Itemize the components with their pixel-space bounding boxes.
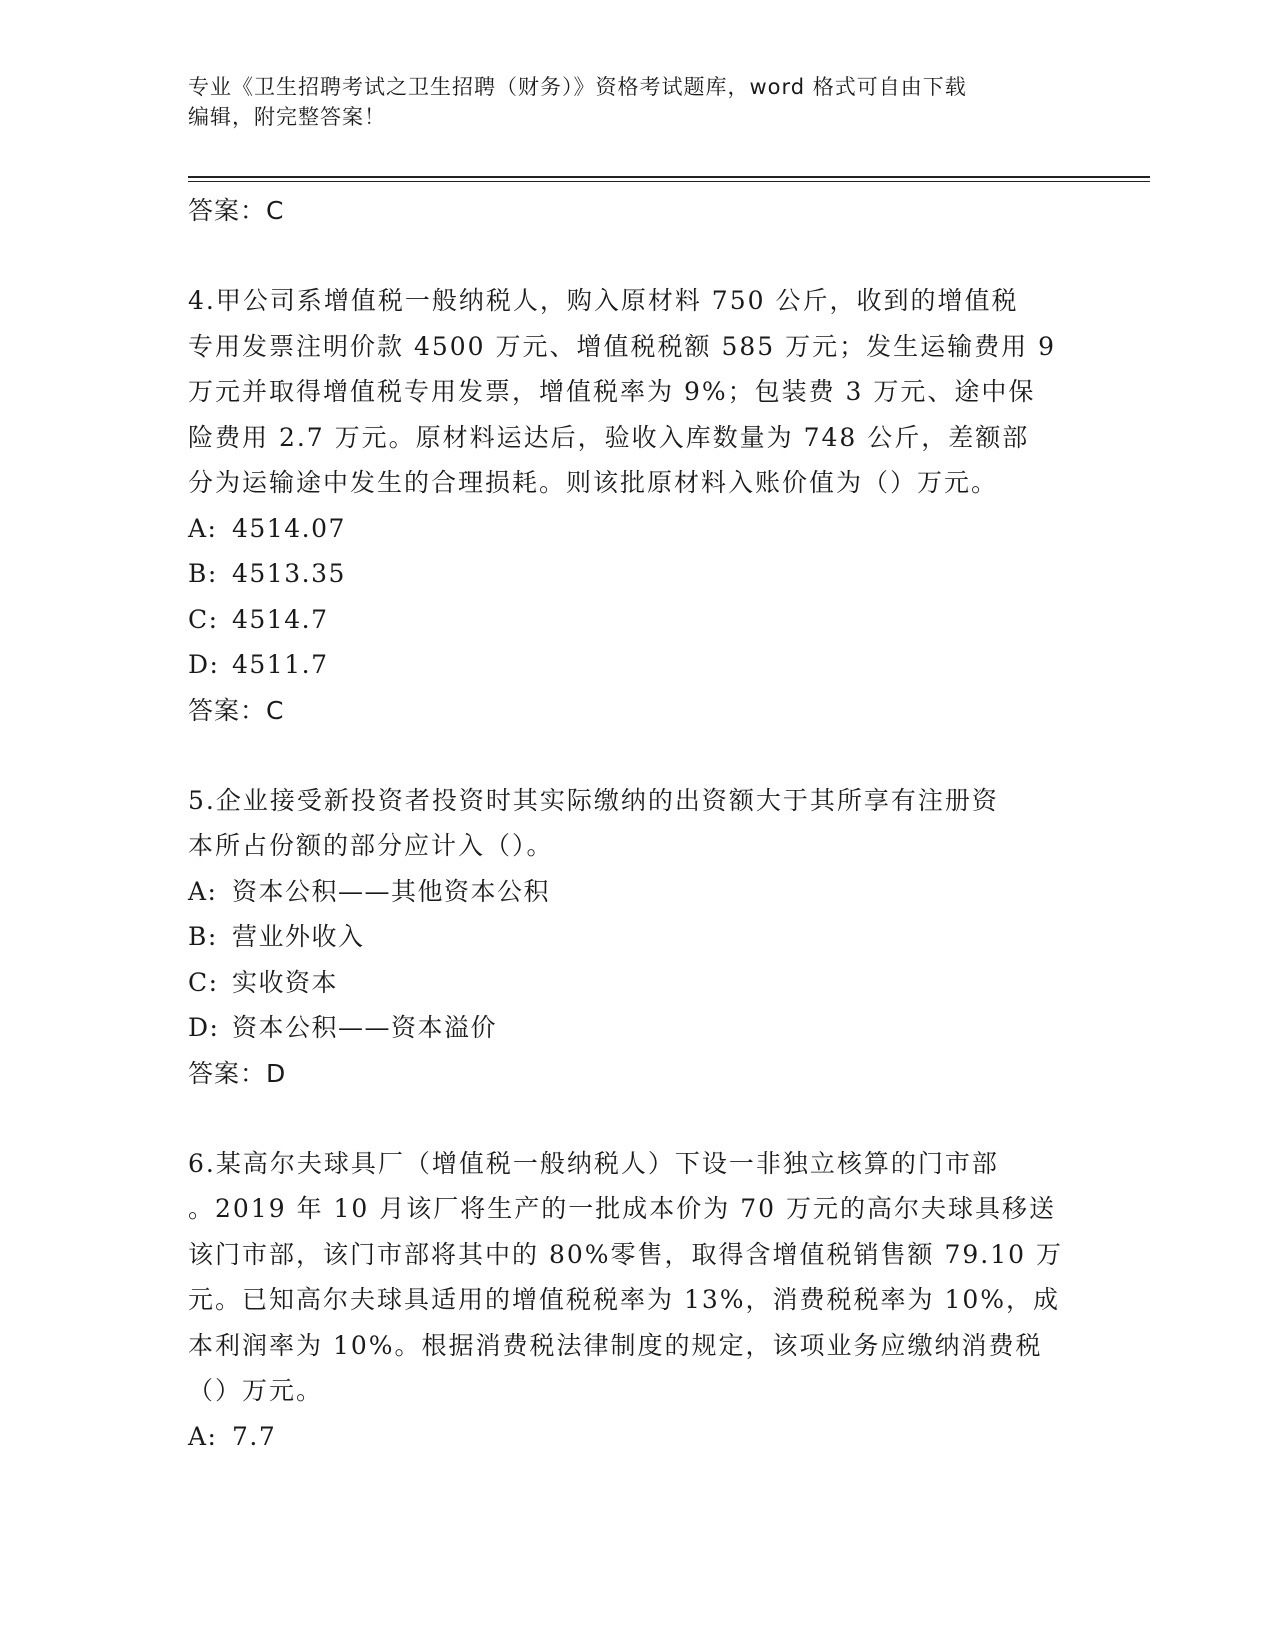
option-text: 资本公积——资本溢价 — [232, 1013, 498, 1042]
option-text: 4514.07 — [232, 513, 346, 543]
answer-line: 答案：D — [188, 1058, 287, 1088]
question-block — [188, 778, 1108, 1097]
header-divider-thin — [188, 181, 1150, 182]
option-d — [188, 642, 1108, 688]
option-a — [188, 506, 1108, 552]
option-text: 4514.7 — [232, 604, 329, 634]
stem-line: 本所占份额的部分应计入（）。 — [188, 831, 554, 860]
stem-line: 4.甲公司系增值税一般纳税人，购入原材料 750 公斤，收到的增值税 — [188, 286, 1019, 315]
stem-line: （）万元。 — [188, 1376, 324, 1405]
header-line-2: 编辑，附完整答案！ — [188, 105, 386, 129]
stem-line: 元。已知高尔夫球具适用的增值税税率为 13%，消费税税率为 10%，成 — [188, 1285, 1061, 1314]
question-content — [188, 188, 1108, 1459]
option-c — [188, 597, 1108, 643]
option-text: 4511.7 — [232, 650, 329, 679]
option-key: B: — [188, 559, 218, 588]
stem-line: 该门市部，该门市部将其中的 80%零售，取得含增值税销售额 79.10 万 — [188, 1239, 1063, 1269]
option-key: A: — [188, 876, 218, 906]
option-key: B: — [188, 922, 218, 951]
option-key: C: — [188, 967, 219, 997]
stem-line: 万元并取得增值税专用发票，增值税率为 9%；包装费 3 万元、途中保 — [188, 377, 1036, 406]
option-text: 4513.35 — [232, 559, 346, 588]
header-divider-thick — [188, 176, 1150, 178]
question-stem — [188, 278, 1108, 506]
stem-line: 专用发票注明价款 4500 万元、增值税税额 585 万元；发生运输费用 9 — [188, 331, 1056, 361]
document-header — [188, 72, 1108, 132]
stem-line: 5.企业接受新投资者投资时其实际缴纳的出资额大于其所享有注册资 — [188, 785, 999, 815]
answer-line: 答案：C — [188, 695, 285, 725]
option-b — [188, 914, 1108, 960]
option-key: A: — [188, 513, 218, 543]
option-text: 7.7 — [232, 1421, 277, 1451]
question-stem — [188, 778, 1108, 869]
option-b — [188, 551, 1108, 597]
option-key: D: — [188, 650, 220, 679]
option-d — [188, 1005, 1108, 1051]
option-text: 资本公积——其他资本公积 — [232, 876, 551, 906]
header-line-1: 专业《卫生招聘考试之卫生招聘（财务）》资格考试题库，word 格式可自由下载 — [188, 75, 967, 99]
option-a — [188, 1414, 1108, 1460]
option-key: A: — [188, 1421, 218, 1451]
answer-line: 答案：C — [188, 196, 285, 225]
stem-line: 险费用 2.7 万元。原材料运达后，验收入库数量为 748 公斤，差额部 — [188, 422, 1030, 452]
option-text: 实收资本 — [232, 967, 339, 997]
option-key: D: — [188, 1013, 220, 1042]
question-stem — [188, 1141, 1108, 1414]
option-text: 营业外收入 — [232, 922, 365, 951]
question-block — [188, 278, 1108, 734]
stem-line: 本利润率为 10%。根据消费税法律制度的规定，该项业务应缴纳消费税 — [188, 1330, 1043, 1360]
option-c — [188, 960, 1108, 1006]
question-block — [188, 1141, 1108, 1460]
stem-line: 6.某高尔夫球具厂（增值税一般纳税人）下设一非独立核算的门市部 — [188, 1148, 999, 1178]
option-a — [188, 869, 1108, 915]
option-key: C: — [188, 604, 219, 634]
stem-line: 分为运输途中发生的合理损耗。则该批原材料入账价值为（）万元。 — [188, 468, 999, 497]
stem-line: 。2019 年 10 月该厂将生产的一批成本价为 70 万元的高尔夫球具移送 — [188, 1194, 1056, 1223]
